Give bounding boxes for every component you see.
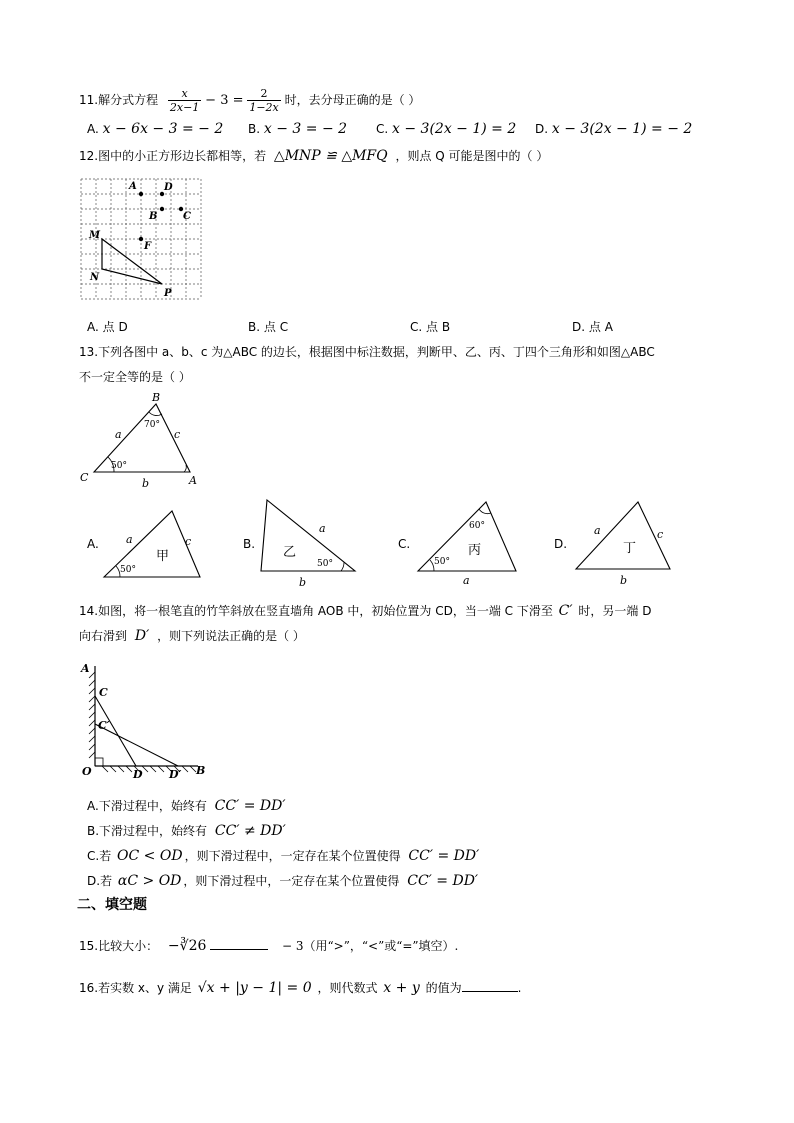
q14-stem-line2 [79, 627, 305, 644]
q14-option-b[interactable] [87, 822, 286, 839]
q11-suffix: 时，去分母正确的是（ ） [284, 93, 421, 107]
option-label: B. [248, 320, 261, 334]
q16-prefix: 16.若实数 x、y 满足 [79, 981, 192, 995]
triangle-mnp [102, 239, 162, 284]
triangle-name: 丁 [623, 541, 637, 556]
vertex-a: A [189, 474, 197, 487]
q12-suffix: ，则点 Q 可能是图中的（ ） [395, 149, 549, 163]
triangle-name: 丙 [468, 543, 482, 558]
q14-d-prime: D′ [134, 628, 150, 644]
q11-lhs-num: x [168, 87, 201, 101]
label-c: C [183, 211, 191, 222]
q14-option-d[interactable] [87, 872, 478, 889]
label-a: A [81, 662, 90, 675]
side-b: b [299, 576, 307, 588]
q12-prefix: 12.图中的小正方形边长都相等，若 [79, 149, 267, 163]
option-label: C. [410, 320, 423, 334]
angle-label: 50° [120, 565, 136, 575]
label-c: C [99, 686, 108, 699]
q13-stem-line1: 13.下列各图中 a、b、c 为△ABC 的边长，根据图中标注数据，判断甲、乙、丙、丁四个三角形和如图△ABC [79, 345, 655, 359]
q11-rhs-den: 1−2x [249, 101, 279, 114]
q11-option-a[interactable] [87, 121, 223, 137]
label-a: A [129, 181, 137, 192]
q14-option-d-text2: ，则下滑过程中，一定存在某个位置使得 [183, 874, 400, 888]
angle-label: 50° [317, 559, 333, 569]
q16-after: 的值为 [425, 981, 462, 995]
option-label: B. [243, 537, 256, 551]
q12-grid-figure [78, 176, 206, 304]
side-a: a [115, 428, 122, 441]
q13-option-d[interactable] [554, 537, 567, 551]
q16-end: . [517, 981, 522, 995]
q12-option-d-text: 点 A [588, 320, 613, 334]
q13-stem-line2: 不一定全等的是（ ） [79, 370, 191, 384]
option-label: A. [87, 537, 99, 551]
q14-text: 向右滑到 [79, 629, 128, 643]
q11-option-c-expr: x − 3(2x − 1) = 2 [392, 121, 517, 137]
label-p: P [164, 288, 172, 299]
q15-prefix: 15.比较大小： [79, 939, 159, 953]
q11-rhs-fraction [247, 87, 280, 114]
option-label: B. [87, 824, 100, 838]
q12-option-b-text: 点 C [263, 320, 289, 334]
q12-option-a[interactable] [87, 318, 128, 335]
vertex-c: C [80, 471, 89, 484]
label-b: B [149, 211, 158, 222]
q11-option-b-expr: x − 3 = − 2 [263, 121, 348, 137]
q14-option-c[interactable] [87, 847, 479, 864]
q13-option-c[interactable] [398, 537, 410, 551]
q16-expr: x + y [383, 980, 420, 996]
q11-option-d[interactable] [535, 121, 692, 137]
vertex-b: B [152, 391, 161, 404]
q11-option-a-expr: x − 6x − 3 = − 2 [102, 121, 224, 137]
side-a: a [126, 533, 133, 546]
triangle-name: 甲 [156, 549, 170, 564]
point-a [139, 192, 143, 196]
side-a: a [319, 522, 326, 535]
q15-answer-blank[interactable] [210, 937, 268, 950]
q12-congruence: △MNP ≌ △MFQ [273, 148, 388, 164]
option-label: A. [87, 320, 99, 334]
option-label: B. [248, 122, 261, 136]
q14-option-c-expr: CC′ = DD′ [408, 848, 480, 864]
q14-option-a-text: 下滑过程中，始终有 [98, 799, 207, 813]
q14-c-prime: C′ [558, 603, 573, 619]
label-c-prime: C′ [98, 719, 110, 732]
q12-option-a-text: 点 D [102, 320, 128, 334]
q14-option-a[interactable] [87, 797, 286, 814]
q14-wall-figure [78, 658, 208, 780]
option-label: C. [398, 537, 411, 551]
q13-option-a-triangle [100, 505, 205, 580]
option-label: D. [554, 537, 568, 551]
q13-option-d-triangle [570, 496, 675, 588]
side-b: b [142, 477, 150, 488]
q14-text: 14.如图，将一根笔直的竹竿斜放在竖直墙角 AOB 中，初始位置为 CD，当一端 C 下滑至 [79, 604, 553, 618]
label-d: D [164, 182, 173, 193]
q15-stem [79, 937, 458, 954]
q12-option-c[interactable] [410, 318, 450, 335]
q11-option-b[interactable] [248, 121, 347, 137]
q13-option-c-triangle [412, 496, 522, 588]
angle-label: 50° [434, 557, 450, 567]
q12-option-b[interactable] [248, 318, 288, 335]
point-b [160, 207, 164, 211]
q14-option-d-expr: CC′ = DD′ [407, 873, 479, 889]
q12-stem [79, 147, 548, 164]
side-b: b [620, 574, 628, 587]
label-o: O [82, 765, 92, 778]
label-n: N [90, 272, 100, 283]
q14-option-d-cond: αC > OD [117, 873, 182, 889]
q16-answer-blank[interactable] [462, 979, 518, 992]
label-f: F [144, 241, 152, 252]
q16-mid: ，则代数式 [317, 981, 378, 995]
q13-option-b-triangle [255, 496, 360, 588]
angle-c-label: 50° [111, 461, 127, 471]
q16-stem [79, 979, 521, 996]
point-f [139, 237, 143, 241]
q12-option-c-text: 点 B [426, 320, 451, 334]
section-title: 二、填空题 [77, 897, 147, 913]
q12-option-d[interactable] [572, 318, 613, 335]
option-label: C. [87, 849, 100, 863]
label-m: M [89, 230, 101, 241]
q11-lhs-den: 2x−1 [169, 101, 200, 114]
q11-rhs-num: 2 [247, 87, 280, 101]
q14-option-c-text: 若 [99, 849, 112, 863]
angle-label: 60° [469, 521, 485, 531]
option-label: D. [572, 320, 586, 334]
side-a: a [463, 574, 470, 587]
q14-stem-line1 [79, 602, 651, 619]
q14-option-a-expr: CC′ = DD′ [214, 798, 286, 814]
q11-mid: − 3 = [205, 93, 244, 108]
side-c: c [657, 528, 664, 541]
label-d: D [133, 768, 143, 780]
q14-option-c-cond: OC < OD [117, 848, 183, 864]
option-label: D. [535, 122, 549, 136]
q14-text: ，则下列说法正确的是（ ） [157, 629, 305, 643]
side-c: c [174, 428, 181, 441]
q14-option-c-text2: ，则下滑过程中，一定存在某个位置使得 [184, 849, 401, 863]
q13-option-b[interactable] [243, 537, 255, 551]
option-label: D. [87, 874, 101, 888]
triangle-name: 乙 [283, 545, 297, 560]
q14-option-d-text: 若 [100, 874, 113, 888]
label-b: B [196, 764, 206, 777]
option-label: A. [87, 799, 99, 813]
q14-text: 时，另一端 D [578, 604, 652, 618]
q13-main-triangle [78, 388, 203, 488]
q16-condition: √x + |y − 1| = 0 [197, 980, 312, 996]
q11-prefix: 11.解分式方程 [79, 93, 159, 107]
option-label: C. [376, 122, 389, 136]
q15-expr: −∛26 [167, 938, 207, 954]
side-a: a [594, 524, 601, 537]
q13-option-a[interactable] [87, 537, 99, 551]
q11-lhs-fraction [168, 87, 201, 114]
q11-option-c[interactable] [376, 121, 516, 137]
q14-option-b-expr: CC′ ≠ DD′ [214, 823, 286, 839]
q14-option-b-text: 下滑过程中，始终有 [99, 824, 208, 838]
q11-stem [79, 87, 420, 114]
label-d-prime: D′ [169, 768, 182, 780]
angle-b-label: 70° [144, 420, 160, 430]
option-label: A. [87, 122, 99, 136]
side-c: c [185, 535, 192, 548]
q15-after: − 3（用“>”，“<”或“=”填空）. [282, 939, 459, 953]
q11-option-d-expr: x − 3(2x − 1) = − 2 [551, 121, 693, 137]
